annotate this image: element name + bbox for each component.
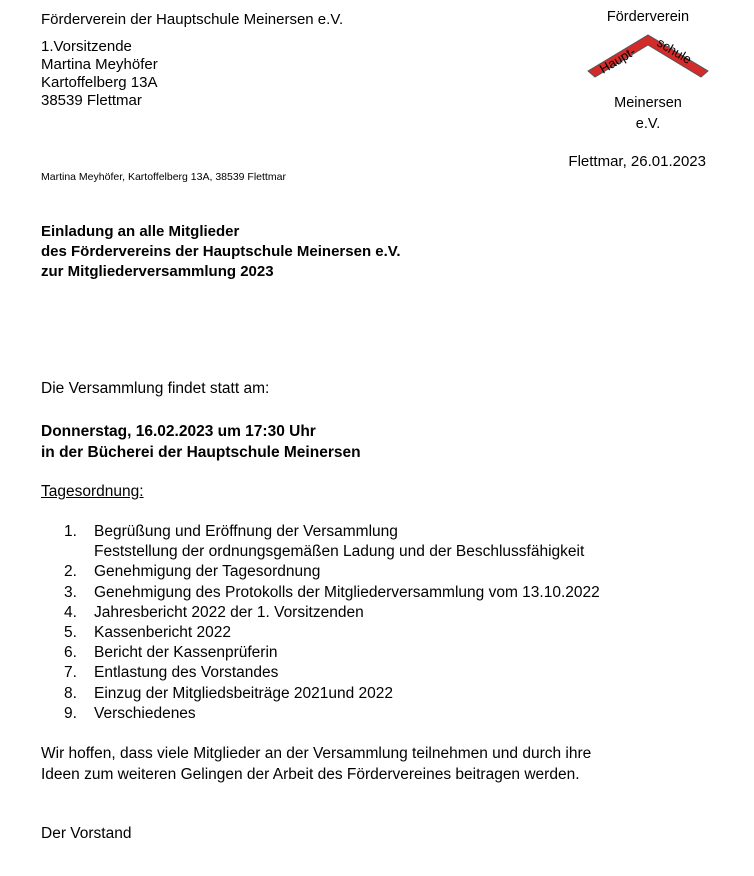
subject-line: Einladung an alle Mitglieder — [41, 223, 240, 240]
agenda-item-number: 5. — [64, 624, 77, 642]
agenda-item-line: Feststellung der ordnungsgemäßen Ladung und der Beschlussfähigkeit — [94, 543, 585, 561]
logo-top-text: Förderverein — [606, 9, 690, 25]
sender-city: 38539 Flettmar — [41, 92, 142, 109]
return-address-line: Martina Meyhöfer, Kartoffelberg 13A, 38539 Flettmar — [41, 171, 286, 183]
agenda-item-text — [94, 522, 584, 562]
logo-bottom-line2: e.V. — [635, 116, 661, 132]
logo-roof-right-text: schule — [654, 34, 695, 67]
logo-bottom-line1: Meinersen — [614, 95, 682, 111]
agenda-item-number: 4. — [64, 603, 77, 621]
closing-line: Ideen zum weiteren Gelingen der Arbeit des Fördervereines beitragen werden. — [41, 766, 580, 783]
signature: Der Vorstand — [41, 825, 132, 842]
agenda-item — [64, 643, 600, 663]
closing-paragraph — [41, 743, 591, 785]
agenda-item-number: 7. — [64, 664, 77, 682]
subject-line: des Fördervereins der Hauptschule Meinersen e.V. — [41, 243, 401, 260]
agenda-item-line: Verschiedenes — [94, 704, 196, 722]
agenda-item-line: Jahresbericht 2022 der 1. Vorsitzenden — [94, 603, 364, 621]
agenda-item-number: 6. — [64, 644, 77, 662]
letter-subject — [41, 222, 401, 282]
agenda-item — [64, 684, 600, 704]
organization-name: Förderverein der Hauptschule Meinersen e.V. — [41, 11, 344, 28]
sender-address — [41, 38, 158, 110]
agenda-item-line: Begrüßung und Eröffnung der Versammlung — [94, 523, 398, 540]
association-logo — [586, 5, 710, 135]
intro-text: Die Versammlung findet statt am: — [41, 380, 270, 397]
agenda-item-number: 3. — [64, 583, 77, 601]
agenda-heading: Tagesordnung: — [41, 483, 144, 500]
sender-name: Martina Meyhöfer — [41, 56, 158, 73]
agenda-item-number: 2. — [64, 563, 77, 581]
agenda-item — [64, 522, 600, 562]
letter-date: Flettmar, 26.01.2023 — [568, 153, 706, 170]
event-details — [41, 421, 361, 463]
agenda-item — [64, 704, 600, 724]
agenda-item-line: Einzug der Mitgliedsbeiträge 2021und 2022 — [94, 684, 394, 702]
event-date-time: Donnerstag, 16.02.2023 um 17:30 Uhr — [41, 423, 316, 440]
agenda-item-line: Genehmigung des Protokolls der Mitgliederversammlung vom 13.10.2022 — [94, 583, 600, 601]
agenda-item-line: Genehmigung der Tagesordnung — [94, 563, 321, 581]
agenda-item — [64, 562, 600, 582]
agenda-item — [64, 663, 600, 683]
logo-roof-left-text: Haupt- — [596, 43, 639, 77]
sender-role: 1.Vorsitzende — [41, 38, 132, 55]
agenda-list — [64, 522, 600, 724]
agenda-item-line: Bericht der Kassenprüferin — [94, 644, 278, 662]
sender-street: Kartoffelberg 13A — [41, 74, 158, 91]
agenda-item — [64, 623, 600, 643]
agenda-item-number: 8. — [64, 684, 77, 702]
subject-line: zur Mitgliederversammlung 2023 — [41, 263, 274, 280]
agenda-item-line: Kassenbericht 2022 — [94, 624, 232, 642]
closing-line: Wir hoffen, dass viele Mitglieder an der Versammlung teilnehmen und durch ihre — [41, 745, 592, 762]
agenda-item-number: 1. — [64, 523, 77, 540]
event-location: in der Bücherei der Hauptschule Meinersen — [41, 444, 361, 461]
agenda-item-line: Entlastung des Vorstandes — [94, 664, 279, 682]
agenda-item — [64, 603, 600, 623]
agenda-item-number: 9. — [64, 704, 77, 722]
agenda-item — [64, 583, 600, 603]
